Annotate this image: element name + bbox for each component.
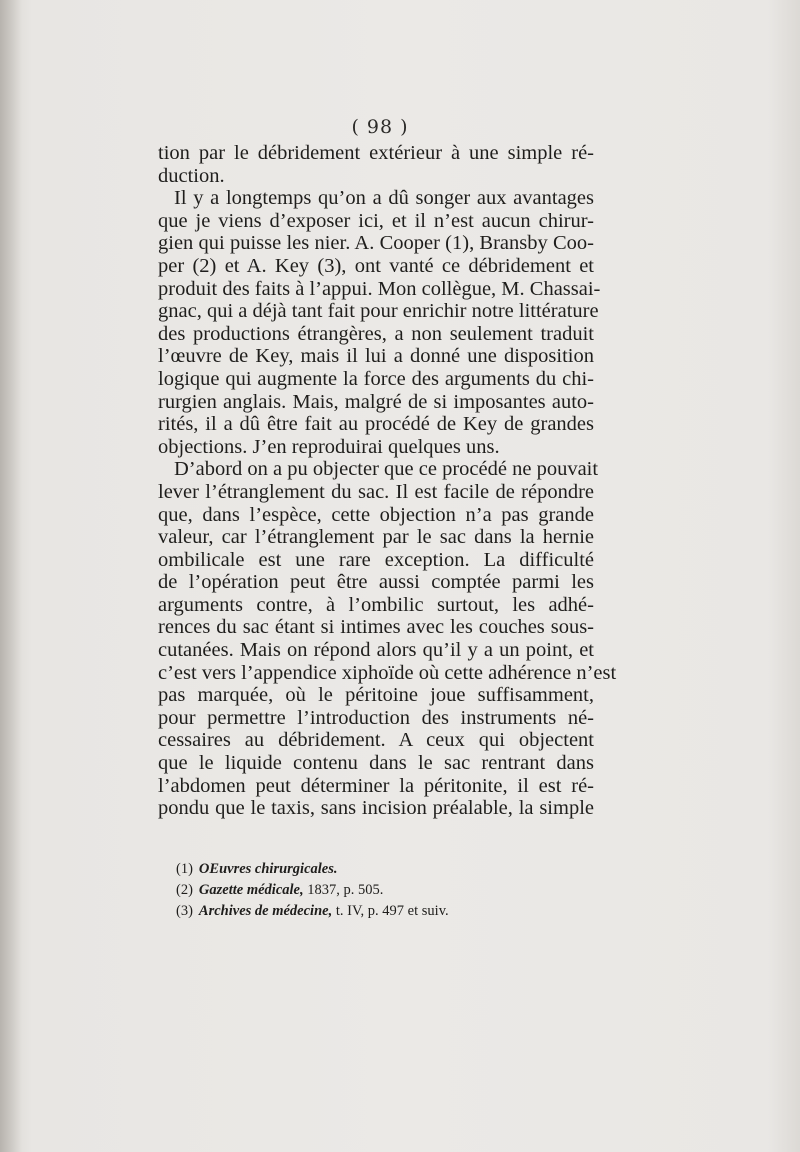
body-line: ombilicale est une rare exception. La difficulté [158,548,594,571]
body-line: pour permettre l’introduction des instruments né- [158,706,594,729]
footnote [176,859,596,880]
body-line: lever l’étranglement du sac. Il est facile de répondre [158,480,594,503]
body-line: l’œuvre de Key, mais il lui a donné une disposition [158,345,594,368]
footnote-reference: 1837, p. 505. [303,882,384,898]
body-line: de l’opération peut être aussi comptée parmi les [158,571,594,594]
body-line: c’est vers l’appendice xiphoïde où cette adhérence n’est [158,661,617,684]
body-line: l’abdomen peut déterminer la péritonite, il est ré- [158,774,594,797]
body-line: que je viens d’exposer ici, et il n’est aucun chirur- [158,209,594,232]
body-line: gnac, qui a déjà tant fait pour enrichir notre littérature [158,300,599,323]
body-line: pas marquée, où le péritoine joue suffisamment, [158,684,594,707]
body-text [158,142,617,820]
body-line: valeur, car l’étranglement par le sac dans la hernie [158,526,594,549]
body-line: logique qui augmente la force des arguments du chi- [158,367,594,390]
footnote-number: (2) [176,882,193,898]
body-line: rurgien anglais. Mais, malgré de si imposantes auto- [158,390,594,413]
body-line: des productions étrangères, a non seulement traduit [158,322,594,345]
body-line: que le liquide contenu dans le sac rentrant dans [158,752,594,775]
body-line: produit des faits à l’appui. Mon collègue, M. Chassai- [158,277,601,300]
footnote [176,880,596,901]
body-line: cutanées. Mais on répond alors qu’il y a un point, et [158,639,594,662]
body-line: arguments contre, à l’ombilic surtout, les adhé- [158,593,594,616]
body-line: que, dans l’espèce, cette objection n’a pas grande [158,503,594,526]
body-line: per (2) et A. Key (3), ont vanté ce débridement et [158,254,594,277]
body-line: gien qui puisse les nier. A. Cooper (1), Bransby Coo- [158,232,594,255]
body-line: tion par le débridement extérieur à une simple ré- [158,142,594,164]
body-line: Il y a longtemps qu’on a dû songer aux avantages [174,187,594,210]
body-line: cessaires au débridement. A ceux qui objectent [158,729,594,752]
footnote-title: OEuvres chirurgicales. [198,861,338,877]
body-line: pondu que le taxis, sans incision préalable, la simple [158,797,594,820]
footnote-number: (1) [176,861,193,877]
body-line: rences du sac étant si intimes avec les couches sous- [158,616,594,639]
footnote [176,901,596,922]
body-line: objections. J’en reproduirai quelques uns. [158,435,500,458]
spine-shadow [0,0,22,1152]
footnote-reference: t. IV, p. 497 et suiv. [332,903,449,919]
footnote-number: (3) [176,903,193,919]
body-line: duction. [158,164,225,187]
footnote-title: Gazette médicale, [198,882,304,898]
footnotes [176,859,596,922]
footnote-title: Archives de médecine, [198,903,333,919]
body-line: D’abord on a pu objecter que ce procédé ne pouvait [174,458,599,481]
page-number: ( 98 ) [351,116,409,138]
body-line: rités, il a dû être fait au procédé de Key de grandes [158,413,594,436]
